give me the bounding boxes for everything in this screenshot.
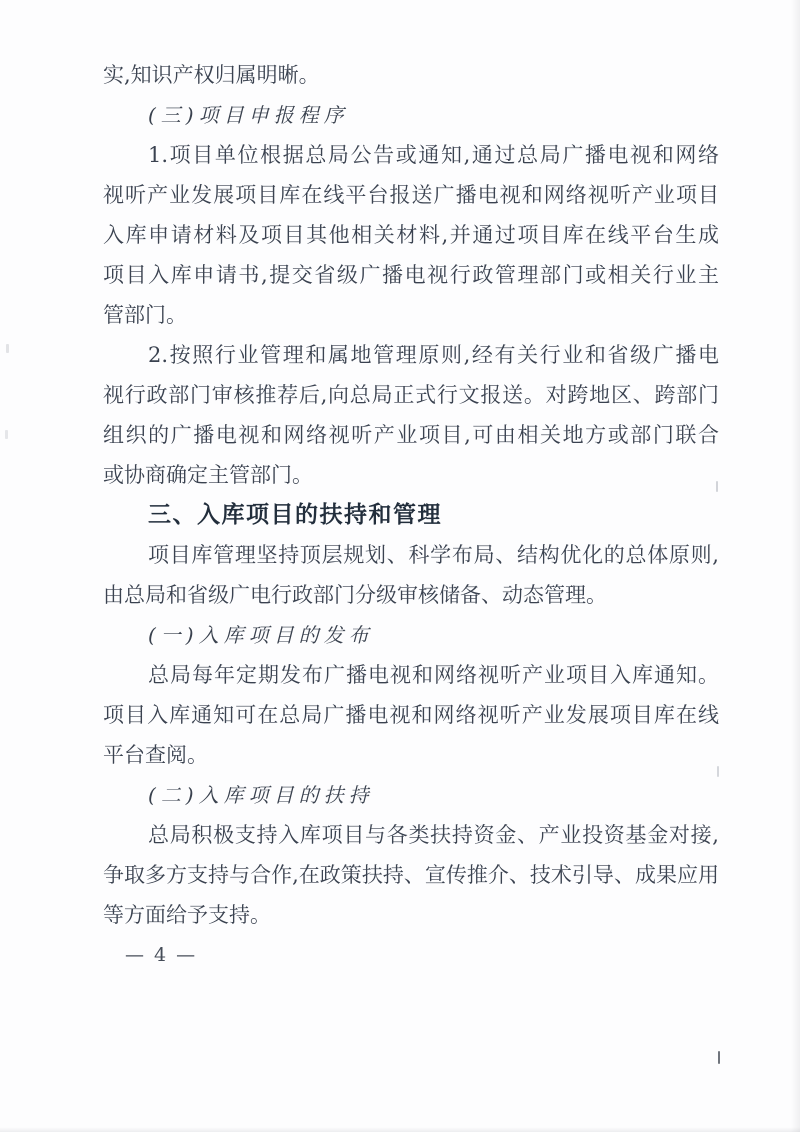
- subsection-heading: (一)入库项目的发布: [148, 623, 374, 647]
- text-line: 总局积极支持入库项目与各类扶持资金、产业投资基金对接,: [148, 823, 719, 847]
- text-line: 入库申请材料及项目其他相关材料,并通过项目库在线平台生成: [103, 223, 719, 247]
- text-line: 项目入库通知可在总局广播电视和网络视听产业发展项目库在线: [103, 703, 719, 727]
- text-line: 由总局和省级广电行政部门分级审核储备、动态管理。: [103, 583, 607, 607]
- page-number: — 4 —: [125, 944, 198, 966]
- text-line: 总局每年定期发布广播电视和网络视听产业项目入库通知。: [148, 663, 719, 687]
- text-line: 2.按照行业管理和属地管理原则,经有关行业和省级广播电: [148, 343, 719, 367]
- scan-artifact: [716, 481, 718, 492]
- text-line: 或协商确定主管部门。: [103, 463, 313, 487]
- text-line: 平台查阅。: [103, 743, 208, 767]
- text-line: 争取多方支持与合作,在政策扶持、宣传推介、技术引导、成果应用: [103, 863, 719, 887]
- text-line: 视行政部门审核推荐后,向总局正式行文报送。对跨地区、跨部门: [103, 383, 719, 407]
- section-heading: 三、入库项目的扶持和管理: [148, 502, 442, 528]
- text-line: 1.项目单位根据总局公告或通知,通过总局广播电视和网络: [148, 143, 719, 167]
- scan-edge-shadow: [0, 1127, 800, 1132]
- scan-artifact: [5, 430, 8, 439]
- scan-artifact: [717, 766, 719, 777]
- scan-artifact: [718, 1051, 720, 1064]
- subsection-heading: (二)入库项目的扶持: [148, 783, 374, 807]
- text-line: 项目入库申请书,提交省级广播电视行政管理部门或相关行业主: [103, 263, 719, 287]
- text-line: 实,知识产权归属明晰。: [103, 63, 320, 87]
- text-line: 组织的广播电视和网络视听产业项目,可由相关地方或部门联合: [103, 423, 719, 447]
- scan-edge-shadow: [791, 0, 800, 1132]
- text-line: 视听产业发展项目库在线平台报送广播电视和网络视听产业项目: [103, 183, 719, 207]
- text-line: 等方面给予支持。: [103, 903, 271, 927]
- document-body: [103, 55, 719, 975]
- scan-artifact: [6, 344, 9, 353]
- text-line: 项目库管理坚持顶层规划、科学布局、结构优化的总体原则,: [148, 543, 719, 567]
- text-line: 管部门。: [103, 303, 187, 327]
- subsection-heading: (三)项目申报程序: [148, 103, 349, 127]
